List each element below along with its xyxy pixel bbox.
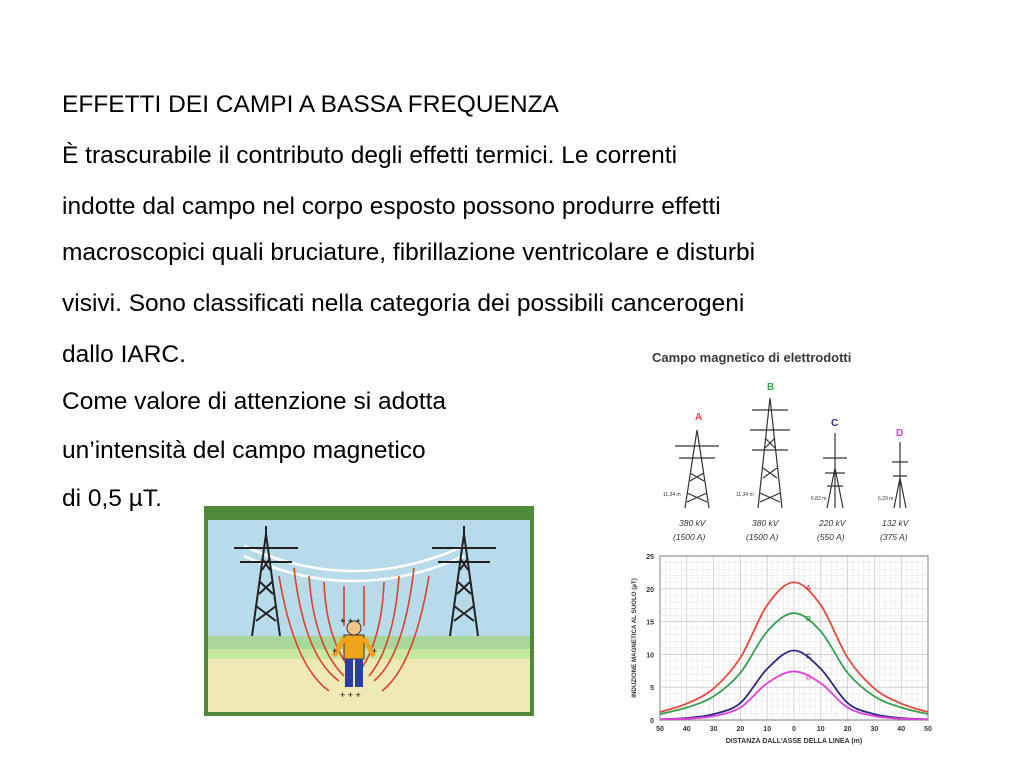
series-label-c: C bbox=[806, 653, 812, 661]
tower-current: (550 A) bbox=[817, 532, 845, 542]
tower-c-icon bbox=[811, 418, 847, 542]
body-line: dallo IARC. bbox=[62, 341, 186, 368]
tower-voltage: 380 kV bbox=[679, 518, 706, 528]
tower-current: (375 A) bbox=[880, 532, 908, 542]
y-tick-label: 10 bbox=[646, 652, 654, 660]
x-tick-label: 10 bbox=[763, 726, 772, 733]
magnetic-field-chart bbox=[620, 550, 940, 752]
svg-text:+: + bbox=[332, 646, 338, 656]
body-line: macroscopici quali bruciature, fibrillazione ventricolare e disturbi bbox=[62, 239, 756, 266]
body-line: Come valore di attenzione si adotta bbox=[62, 388, 447, 415]
x-tick-label: 50 bbox=[656, 726, 664, 733]
slide-heading: EFFETTI DEI CAMPI A BASSA FREQUENZA bbox=[62, 91, 559, 118]
tower-height: 11,34 m bbox=[736, 492, 754, 498]
body-line: indotte dal campo nel corpo esposto possono produrre effetti bbox=[62, 193, 721, 220]
figure-title: Campo magnetico di elettrodotti bbox=[652, 350, 852, 365]
towers-diagram bbox=[645, 378, 935, 548]
y-tick-label: 20 bbox=[646, 586, 654, 594]
svg-text:+ + +: + + + bbox=[340, 690, 361, 700]
tower-voltage: 380 kV bbox=[752, 518, 779, 528]
body-line: un’intensità del campo magnetico bbox=[62, 437, 426, 464]
x-tick-label: 0 bbox=[792, 726, 796, 733]
tower-a-icon bbox=[663, 412, 719, 542]
tower-letter: C bbox=[831, 418, 839, 429]
y-axis-label: INDUZIONE MAGNETICA AL SUOLO (µT) bbox=[631, 578, 638, 698]
tower-current: (1500 A) bbox=[746, 532, 779, 542]
x-tick-label: 50 bbox=[924, 726, 932, 733]
y-tick-label: 15 bbox=[646, 619, 654, 627]
svg-text:+ + +: + + + bbox=[340, 616, 361, 626]
y-tick-label: 25 bbox=[646, 554, 654, 561]
x-tick-label: 20 bbox=[736, 726, 745, 733]
tower-b-icon bbox=[736, 382, 790, 542]
x-tick-label: 30 bbox=[870, 726, 879, 733]
x-tick-label: 10 bbox=[816, 726, 825, 733]
body-line: È trascurabile il contributo degli effetti termici. Le correnti bbox=[62, 142, 678, 169]
tower-letter: D bbox=[896, 428, 904, 439]
svg-text:+: + bbox=[372, 646, 378, 656]
tower-voltage: 132 kV bbox=[882, 518, 909, 528]
tower-height: 6,29 m bbox=[878, 496, 894, 502]
series-label-a: A bbox=[806, 585, 812, 593]
tower-current: (1500 A) bbox=[673, 532, 706, 542]
body-line: di 0,5 µT. bbox=[62, 485, 162, 512]
tower-height: 6,82 m bbox=[811, 496, 827, 502]
series-label-d: D bbox=[806, 674, 812, 682]
series-label-b: B bbox=[806, 616, 812, 624]
x-tick-label: 40 bbox=[897, 726, 906, 733]
body-line: visivi. Sono classificati nella categoria dei possibili cancerogeni bbox=[62, 290, 745, 317]
tower-letter: A bbox=[695, 412, 703, 423]
tower-letter: B bbox=[767, 382, 775, 393]
y-tick-label: 5 bbox=[650, 685, 654, 693]
tower-d-icon bbox=[878, 428, 910, 542]
x-tick-label: 40 bbox=[682, 726, 691, 733]
field-illustration bbox=[204, 506, 534, 716]
x-axis-label: DISTANZA DALL'ASSE DELLA LINEA (m) bbox=[725, 738, 863, 745]
tower-voltage: 220 kV bbox=[819, 518, 846, 528]
y-tick-label: 0 bbox=[650, 718, 654, 725]
x-tick-label: 30 bbox=[709, 726, 718, 733]
x-tick-label: 20 bbox=[843, 726, 852, 733]
tower-height: 11,34 m bbox=[663, 492, 681, 498]
